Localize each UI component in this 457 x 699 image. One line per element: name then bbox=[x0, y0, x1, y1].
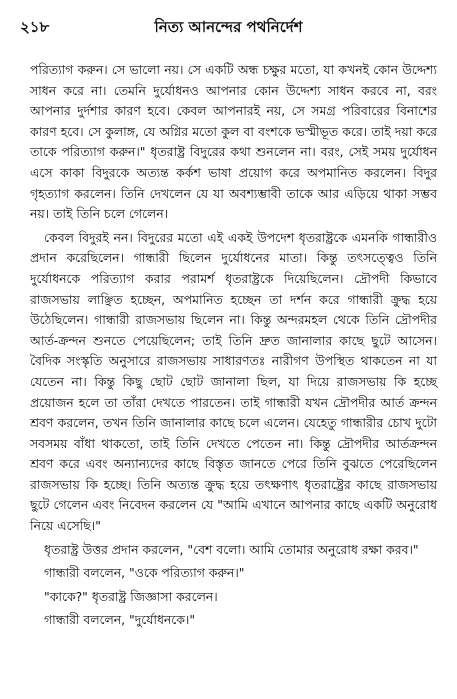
paragraph: ধৃতরাষ্ট্র উত্তর প্রদান করলেন, "বেশ বলো। আমি তোমার অনুরোধ রক্ষা করব।" bbox=[44, 541, 419, 557]
page-number: ২১৮ bbox=[20, 18, 50, 36]
paragraph: গান্ধারী বললেন, "ওকে পরিত্যাগ করুন।" bbox=[44, 565, 245, 581]
body-text bbox=[30, 60, 437, 634]
running-title: নিত্য আনন্দের পথনির্দেশ bbox=[154, 18, 303, 36]
paragraph: কেবল বিদুরই নন। বিদুরের মতো এই একই উপদেশ ধৃতরাষ্ট্রকে এমনকি গান্ধারীও প্রদান করেছিলেন। গান্ধারী ছিলেন দুর্যোধনের মাতা। কিন্তু তৎসত্ত্বেও তিনি দুর্যোধনকে পরিত্যাগ করার পরামর্শ ধৃতরাষ্ট্রকে দিয়েছিলেন। দ্রৌপদী কিভাবে রাজসভায় লাঞ্ছিত হচ্ছেন, অপমানিত হচ্ছেন তা দর্শন করে গান্ধারী ক্রুদ্ধ হয়ে উঠেছিলেন। গান্ধারী রাজসভায় ছিলেন না। কিন্তু অন্দরমহল থেকে তিনি দ্রৌপদীর আর্ত-ক্রন্দন শুনতে পেয়েছিলেন; তাই তিনি দ্রুত জানালার কাছে ছুটে আসেন। বৈদিক সংস্কৃতি অনুসারে রাজসভায় সাধারণতঃ নারীগণ উপস্থিত থাকতেন না যা যেতেন না। কিন্তু কিছু ছোট ছোট জানালা ছিল, যা দিয়ে রাজসভায় কি হচ্ছে প্রয়োজন হলে তা তাঁরা দেখতে পারতেন। তাই গান্ধারী যখন দ্রৌপদীর আর্ত ক্রন্দন শ্রবণ করলেন, তখন তিনি জানালার কাছে চলে এলেন। যেহেতু গান্ধারীর চোখ দুটো সবসময় বাঁধা থাকতো, তাই তিনি দেখতে পেতেন না। কিন্তু দ্রৌপদীর আর্তক্রন্দন শ্রবণ করে এবং অন্যান্যদের কাছে বিস্তৃত জানতে পেরে তিনি বুঝতে পেরেছিলেন রাজসভায় কি হচ্ছে। তিনি অত্যন্ত ক্রুদ্ধ হয়ে তৎক্ষণাৎ ধৃতরাষ্ট্রের কাছে রাজসভায় ছুটে গেলেন এবং নিবেদন করলেন যে "আমি এখানে আপনার কাছে একটি অনুরোধ নিয়ে এসেছি।" bbox=[30, 229, 437, 534]
page-header bbox=[20, 16, 437, 38]
paragraph: "কাকে?" ধৃতরাষ্ট্র জিজ্ঞাসা করলেন। bbox=[44, 588, 218, 604]
paragraph: পরিত্যাগ করুন। সে ভালো নয়। সে একটি অন্ধ চক্ষুর মতো, যা কখনই কোন উদ্দেশ্য সাধন করে না। তেমনি দুর্যোধনও আপনার কোন উদ্দেশ্য সাধন করবে না, বরং আপনার দুর্দশার কারণ হবে। কেবল আপনারই নয়, সে সমগ্র পরিবারের বিনাশের কারণ হবে। সে কুলাঙ্গ, যে অগ্নির মতো কুল বা বংশকে ভস্মীভূত করে। তাই দয়া করে তাকে পরিত্যাগ করুন।" ধৃতরাষ্ট্র বিদুরের কথা শুনলেন না। বরং, সেই সময় দুর্যোধন এসে কাকা বিদুরকে অত্যন্ত কর্কশ ভাষা প্রয়োগ করে অপমানিত করলেন। বিদুর গৃহত্যাগ করলেন। তিনি দেখলেন যে যা অবশ্যম্ভাবী তাকে আর এড়িয়ে থাকা সম্ভব নয়। তাই তিনি চলে গেলেন। bbox=[30, 62, 437, 222]
paragraph: গান্ধারী বললেন, "দুর্যোধনকে।" bbox=[44, 612, 196, 628]
